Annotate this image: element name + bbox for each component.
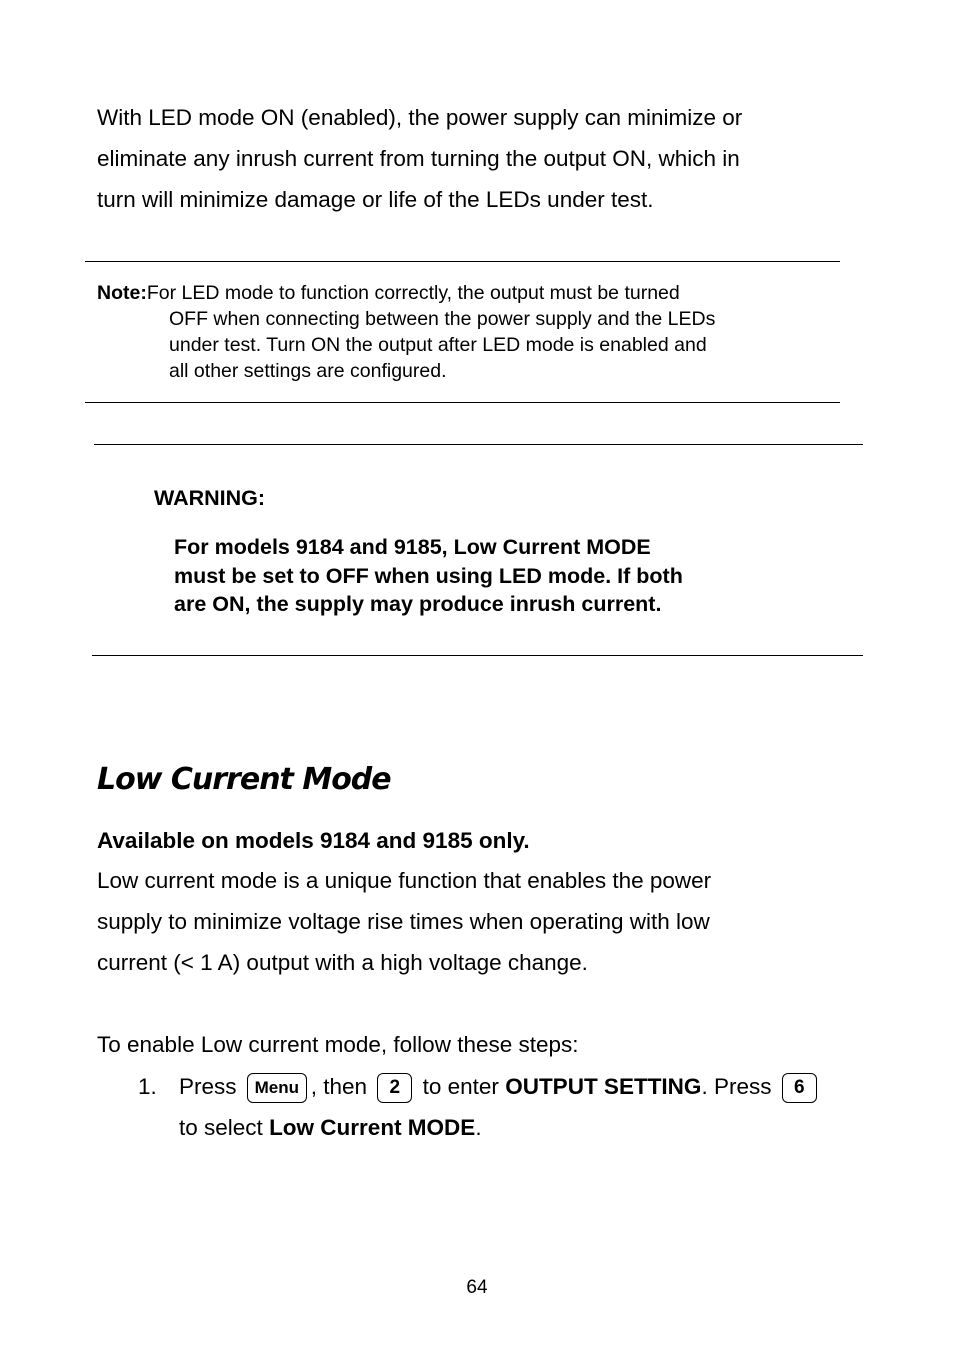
warning-top-rule <box>94 444 863 445</box>
warning-line: are ON, the supply may produce inrush current. <box>174 592 662 616</box>
warning-bottom-rule <box>92 655 863 656</box>
page-number: 64 <box>466 1277 488 1298</box>
step-number: 1. <box>138 1074 157 1099</box>
menu-key-icon: Menu <box>247 1073 307 1103</box>
intro-paragraph <box>97 97 857 220</box>
warning-title: WARNING: <box>154 486 266 510</box>
section-heading: Low Current Mode <box>97 762 391 797</box>
availability-note: Available on models 9184 and 9185 only. <box>97 828 530 853</box>
low-current-mode-term: Low Current MODE <box>269 1115 476 1140</box>
note-box <box>97 280 817 384</box>
note-top-rule <box>85 261 840 262</box>
note-line: OFF when connecting between the power supply and the LEDs <box>169 308 716 330</box>
steps-intro: To enable Low current mode, follow these steps: <box>97 1032 579 1057</box>
description-line: supply to minimize voltage rise times when operating with low <box>97 909 710 934</box>
note-line: Note:For LED mode to function correctly, the output must be turned <box>97 282 680 304</box>
key-2-icon: 2 <box>377 1073 412 1103</box>
note-line: under test. Turn ON the output after LED mode is enabled and <box>169 334 707 356</box>
output-setting-term: OUTPUT SETTING <box>505 1074 702 1099</box>
note-bottom-rule <box>85 402 840 403</box>
intro-line: turn will minimize damage or life of the LEDs under test. <box>97 187 654 212</box>
warning-line: For models 9184 and 9185, Low Current MODE <box>174 535 651 559</box>
note-line: all other settings are configured. <box>169 360 447 382</box>
description-line: Low current mode is a unique function that enables the power <box>97 868 712 893</box>
key-6-icon: 6 <box>782 1073 817 1103</box>
step-text-line-1: Press Menu , then 2 to enter OUTPUT SETTING. Press 6 <box>179 1066 821 1107</box>
warning-line: must be set to OFF when using LED mode. If both <box>174 563 683 588</box>
warning-body <box>174 533 814 619</box>
intro-line: With LED mode ON (enabled), the power supply can minimize or <box>97 105 743 130</box>
description-line: current (< 1 A) output with a high voltage change. <box>97 950 588 975</box>
section-description <box>97 860 857 983</box>
step-text-line-2: to select Low Current MODE. <box>179 1115 482 1140</box>
intro-line: eliminate any inrush current from turning the output ON, which in <box>97 146 740 171</box>
note-label: Note: <box>97 282 147 304</box>
